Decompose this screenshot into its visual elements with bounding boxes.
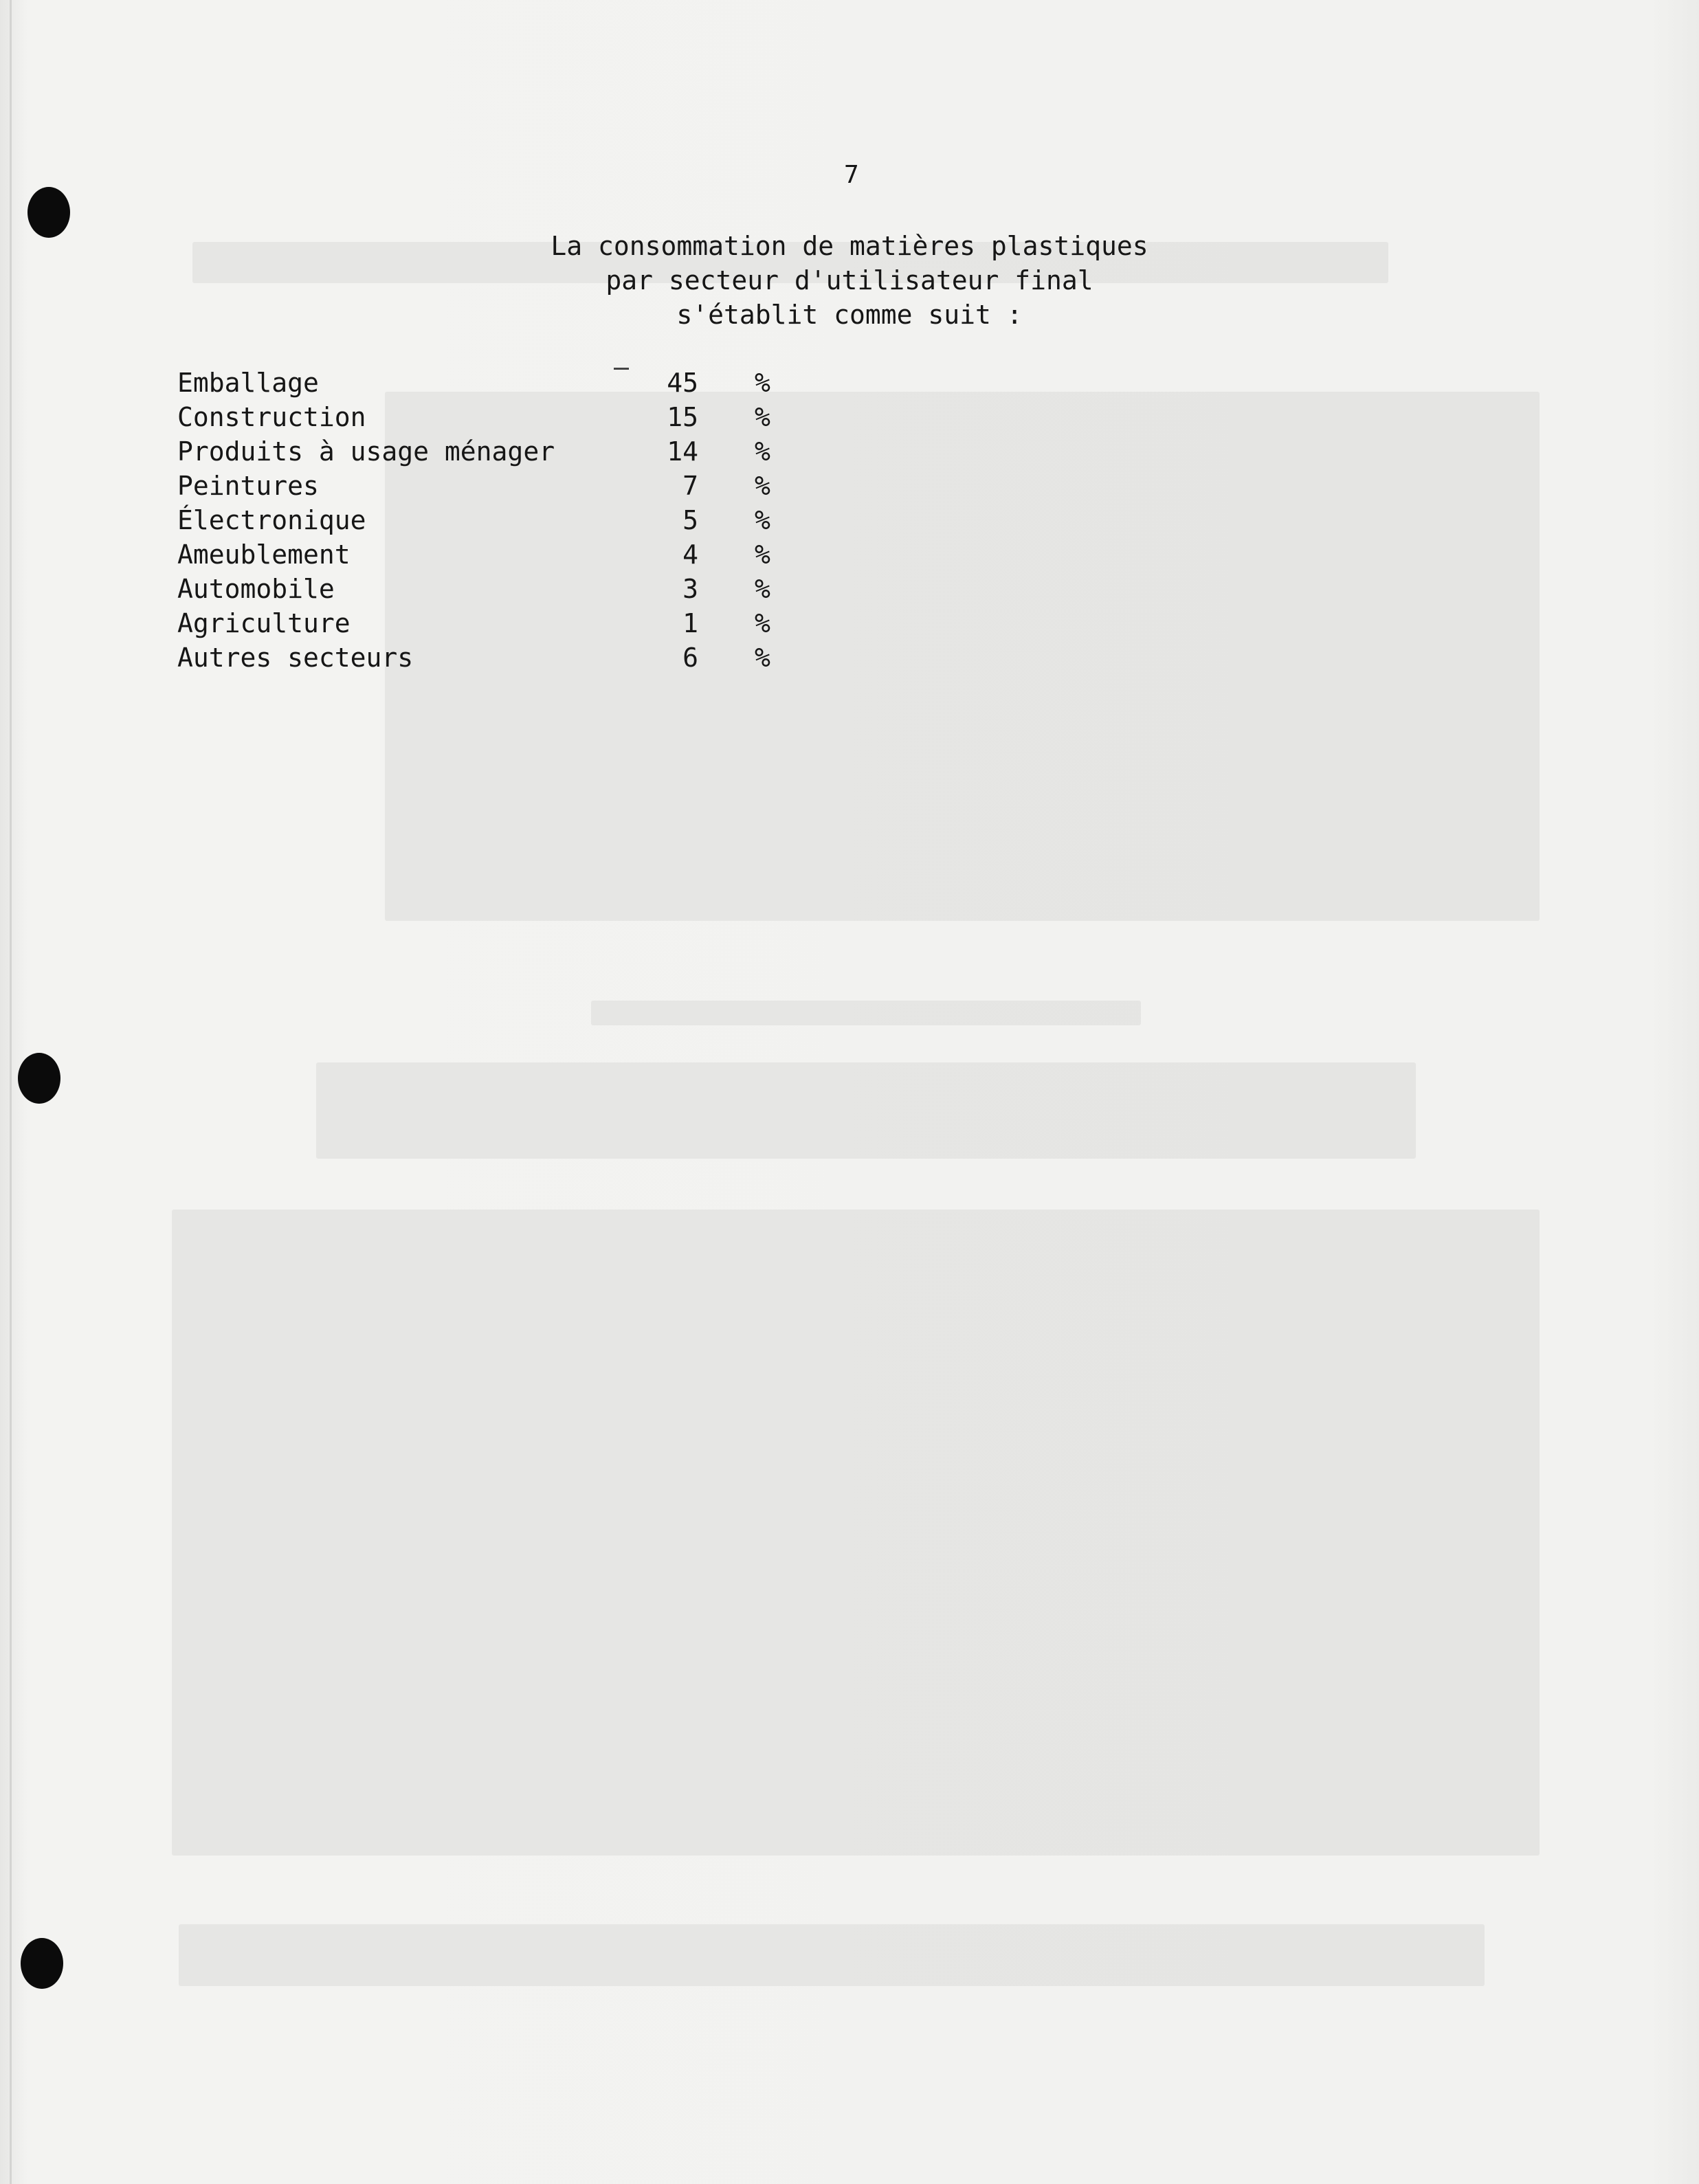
heading-line-3: s'établit comme suit : [676, 300, 1023, 330]
punch-hole-icon [21, 1938, 63, 1989]
sector-row [177, 537, 796, 572]
sector-row [177, 503, 796, 537]
sector-label: Peintures [177, 471, 319, 501]
sector-row [177, 606, 796, 640]
sector-label: Emballage [177, 368, 319, 398]
sector-row [177, 572, 796, 606]
sector-row [177, 434, 796, 469]
punch-hole-icon [18, 1053, 60, 1104]
sector-unit: % [755, 368, 770, 398]
sector-value: 14 [667, 436, 698, 467]
sector-row [177, 640, 796, 675]
bleed-through-shadow [172, 1210, 1540, 1856]
sector-label: Agriculture [177, 608, 351, 638]
sector-value: 3 [682, 574, 698, 604]
sector-unit: % [755, 539, 770, 570]
sector-unit: % [755, 505, 770, 535]
sector-row [177, 366, 796, 400]
sector-value: 7 [682, 471, 698, 501]
bleed-through-shadow [179, 1924, 1485, 1986]
sector-value: 45 [667, 368, 698, 398]
page-number: 7 [844, 161, 860, 189]
sector-unit: % [755, 608, 770, 638]
sector-row [177, 400, 796, 434]
sector-value: 5 [682, 505, 698, 535]
sector-row [177, 469, 796, 503]
sector-label: Ameublement [177, 539, 351, 570]
sector-unit: % [755, 643, 770, 673]
bleed-through-shadow [316, 1062, 1416, 1159]
sector-value: 4 [682, 539, 698, 570]
sector-value: 15 [667, 402, 698, 432]
sector-unit: % [755, 574, 770, 604]
sector-label: Électronique [177, 505, 366, 535]
sector-label: Automobile [177, 574, 335, 604]
sector-label: Produits à usage ménager [177, 436, 555, 467]
bleed-through-shadow [591, 1001, 1141, 1025]
sector-unit: % [755, 471, 770, 501]
sector-label: Autres secteurs [177, 643, 414, 673]
sector-unit: % [755, 436, 770, 467]
sector-label: Construction [177, 402, 366, 432]
heading-line-2: par secteur d'utilisateur final [606, 265, 1093, 296]
sector-list [177, 366, 796, 675]
heading-line-1: La consommation de matières plastiques [551, 231, 1148, 261]
sector-unit: % [755, 402, 770, 432]
sector-value: 6 [682, 643, 698, 673]
sector-value: 1 [682, 608, 698, 638]
